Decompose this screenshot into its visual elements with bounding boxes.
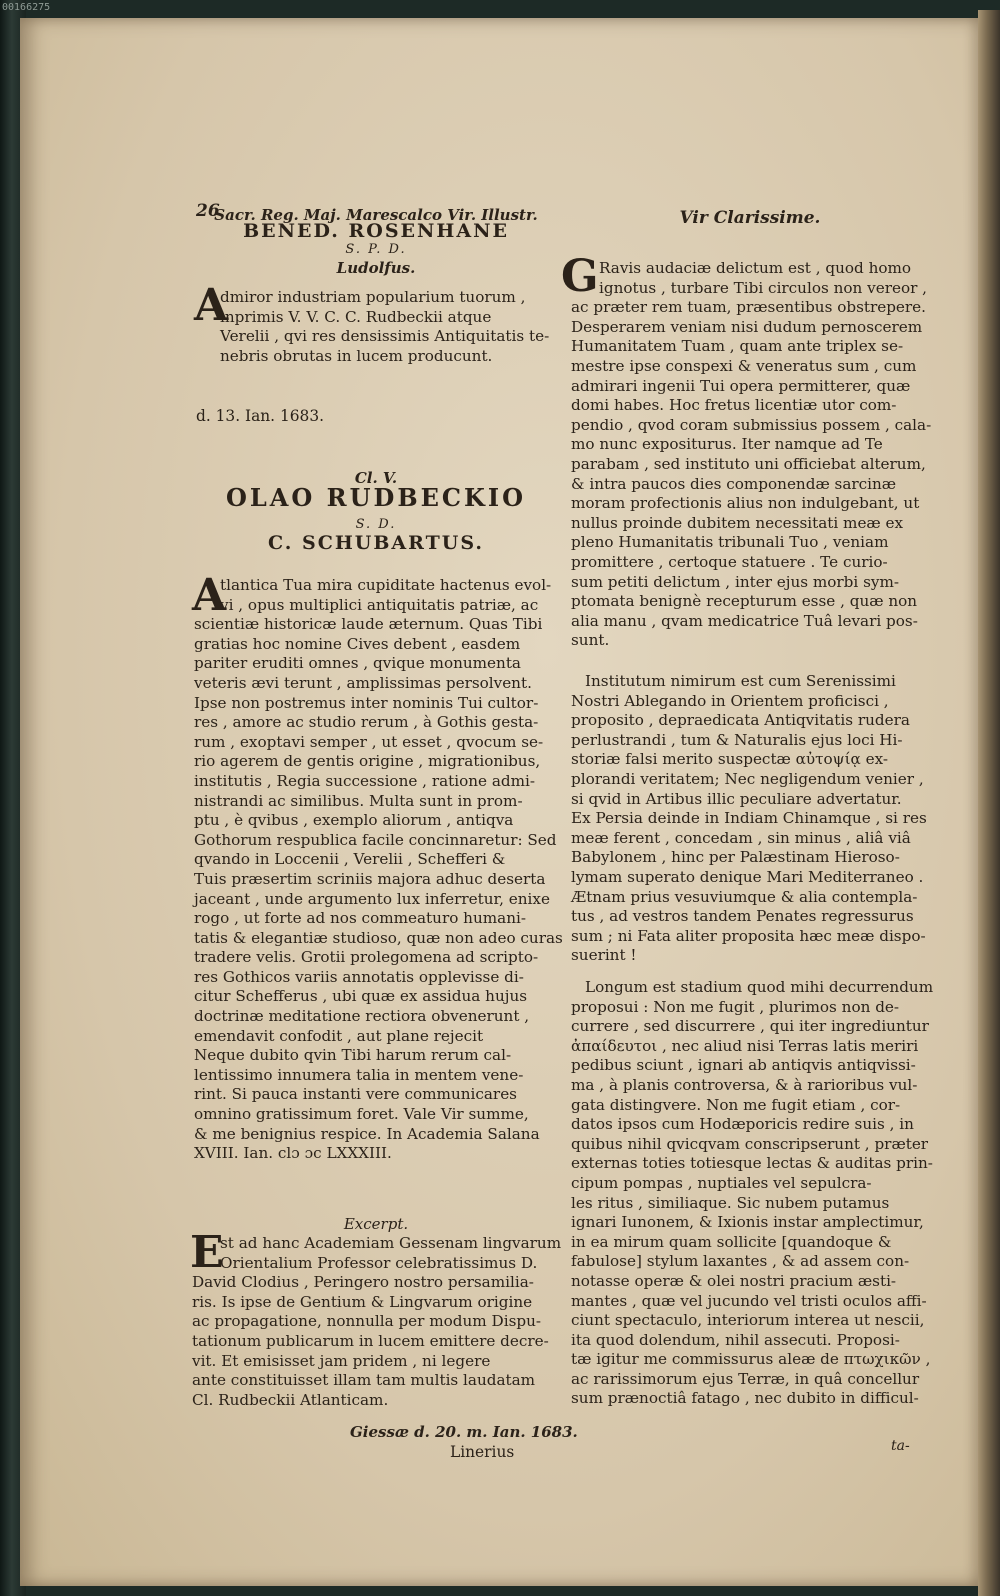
l2-line: veteris ævi terunt , amplissimas persolvent.: [194, 673, 532, 692]
letter1-dropcap: A: [194, 280, 229, 331]
ex-line: ante constituisset illam tam multis laudatam: [192, 1371, 536, 1390]
heading2-line4: C. SCHUBARTUS.: [267, 532, 484, 554]
l2-line: tlantica Tua mira cupiditate hactenus evol-: [220, 576, 552, 594]
ex-line: st ad hanc Academiam Gessenam lingvarum: [220, 1234, 562, 1252]
ex-line: Orientalium Professor celebratissimus D.: [220, 1253, 538, 1272]
scan-label: 00166275: [2, 2, 51, 13]
r1-line: parabam , sed instituto uni officiebat alterum,: [571, 454, 926, 473]
r1-line: Desperarem veniam nisi dudum pernoscerem: [571, 317, 923, 336]
l2-line: & me benignius respice. In Academia Salana: [194, 1124, 540, 1143]
r1-line: domi habes. Hoc fretus licentiæ utor com-: [571, 396, 897, 415]
r2-line: Ex Persia deinde in Indiam Chinamque , si res: [571, 809, 927, 828]
l2-line: nistrandi ac similibus. Multa sunt in prom-: [194, 791, 523, 810]
l1-line: dmiror industriam popularium tuorum ,: [220, 288, 526, 306]
l2-line: omnino gratissimum foret. Vale Vir summe,: [194, 1105, 529, 1124]
l2-line: ptu , è qvibus , exemplo aliorum , antiqva: [194, 811, 514, 830]
book-page: [20, 18, 978, 1586]
right-para3: [571, 978, 933, 1409]
r2-line: proposito , depraedicata Antiqvitatis rudera: [571, 711, 910, 730]
right-para1: [571, 259, 931, 651]
ex-line: tationum publicarum in lucem emittere decre-: [192, 1331, 549, 1350]
heading1-line4: Ludolfus.: [336, 259, 416, 277]
l2-line: doctrinæ meditatione rectiora obvenerunt ,: [194, 1007, 530, 1026]
r1-line: pendio , qvod coram submissius possem , cala-: [571, 415, 932, 434]
r1-line: sunt.: [571, 631, 610, 650]
r2-line: Nostri Ablegando in Orientem proficisci ,: [571, 691, 889, 710]
r3-line: Longum est stadium quod mihi decurrendum: [585, 978, 934, 996]
excerpt-dropcap: E: [190, 1227, 224, 1278]
l2-line: res , amore ac studio rerum , à Gothis gesta-: [194, 713, 539, 732]
r3-line: ignari Iunonem, & Ixionis instar amplectimur,: [571, 1213, 924, 1232]
right-dropcap: G: [561, 251, 599, 302]
r3-line: notasse operæ & olei nostri pracium æsti-: [571, 1271, 897, 1290]
r1-line: nullus proinde dubitem necessitati meæ ex: [571, 513, 904, 532]
heading1-line2: BENED. ROSENHANE: [243, 220, 509, 242]
r3-line: gata distingvere. Non me fugit etiam , cor-: [571, 1095, 901, 1114]
l2-line: vi , opus multiplici antiquitatis patriæ, ac: [220, 595, 539, 614]
r3-line: sum prænoctiâ fatago , nec dubito in difficul-: [571, 1389, 919, 1408]
l2-line: jaceant , unde argumento lux inferretur, enixe: [194, 889, 550, 908]
r2-line: tus , ad vestros tandem Penates regressurus: [571, 907, 914, 926]
l2-line: rio agerem de gentis origine , migrationibus,: [194, 752, 541, 771]
r1-line: Ravis audaciæ delictum est , quod homo: [599, 259, 912, 277]
r1-line: alia manu , qvam medicatrice Tuâ levari pos-: [571, 611, 918, 630]
r3-line: tæ igitur me commissurus aleæ de πτωχικῶν ,: [571, 1350, 931, 1369]
r3-line: ciunt spectaculo, interiorum interea ut nescii,: [571, 1311, 925, 1330]
r3-line: in ea mirum quam sollicite [quandoque &: [571, 1232, 892, 1251]
r3-line: currere , sed discurrere , qui iter ingrediuntur: [571, 1017, 929, 1036]
excerpt-body: [192, 1234, 561, 1410]
r1-line: mestre ipse conspexi & veneratus sum , cum: [571, 356, 917, 375]
r3-line: quibus nihil qvicqvam conscripserunt , præter: [571, 1134, 929, 1153]
r1-line: ac præter rem tuam, præsentibus obstrepere.: [571, 298, 927, 317]
excerpt-signature: Linerius: [450, 1443, 515, 1461]
r3-line: ac rarissimorum ejus Terræ, in quâ concellur: [571, 1369, 920, 1388]
r1-line: sum petiti delictum , inter ejus morbi sym-: [571, 572, 899, 591]
r2-line: Babylonem , hinc per Palæstinam Hieroso-: [571, 848, 900, 867]
l2-line: rum , exoptavi semper , ut esset , qvocum se-: [194, 732, 544, 751]
letter2-dropcap: A: [192, 570, 227, 621]
l2-line: rogo , ut forte ad nos commeaturo humani-: [194, 909, 526, 928]
r1-line: pleno Humanitatis tribunali Tuo , veniam: [571, 533, 889, 552]
l1-line: nebris obrutas in lucem producunt.: [220, 346, 493, 365]
ex-line: ris. Is ipse de Gentium & Lingvarum origine: [192, 1292, 533, 1311]
r1-line: ignotus , turbare Tibi circulos non vereor ,: [599, 278, 927, 297]
l2-line: tatis & elegantiæ studioso, quæ non adeo curas: [194, 928, 563, 947]
r2-line: plorandi veritatem; Nec negligendum venier ,: [571, 769, 924, 788]
l2-line: Neque dubito qvin Tibi harum rerum cal-: [194, 1046, 512, 1065]
l1-line: inprimis V. V. C. C. Rudbeckii atque: [220, 307, 492, 326]
l1-line: Verelii , qvi res densissimis Antiquitatis te-: [220, 327, 550, 346]
l2-line: rint. Si pauca instanti vere communicares: [194, 1085, 517, 1104]
r3-line: proposui : Non me fugit , plurimos non de-: [571, 997, 900, 1016]
r2-line: sum ; ni Fata aliter proposita hæc meæ dispo-: [571, 926, 926, 945]
ex-line: ac propagatione, nonnulla per modum Dispu-: [192, 1312, 542, 1331]
ex-line: Cl. Rudbeckii Atlanticam.: [192, 1390, 389, 1409]
heading2-line1: Cl. V.: [354, 469, 398, 487]
r2-line: Ætnam prius vesuviumque & alia contempla-: [571, 887, 918, 906]
l2-line: emendavit confodit , aut plane rejecit: [194, 1026, 484, 1045]
r1-line: ptomata benignè recepturum esse , quæ non: [571, 592, 918, 611]
l2-line: XVIII. Ian. clɔ ɔc LXXXIII.: [194, 1144, 392, 1163]
right-para2: [571, 672, 927, 966]
l2-line: lentissimo innumera talia in mentem vene-: [194, 1065, 524, 1084]
letter1-date: d. 13. Ian. 1683.: [196, 407, 325, 425]
r1-line: admirari ingenii Tui opera permitterer, quæ: [571, 376, 911, 395]
r2-line: storiæ falsi merito suspectæ αὐτοψίᾳ ex-: [571, 750, 889, 769]
l2-line: scientiæ historicæ laude æternum. Quas Tibi: [194, 615, 543, 634]
heading1-line1: Sacr. Reg. Maj. Marescalco Vir. Illustr.: [214, 206, 538, 224]
r3-line: externas toties totiesque lectas & auditas prin-: [571, 1154, 933, 1173]
letter2-body: [192, 570, 563, 1164]
r3-line: cipum pompas , nuptiales vel sepulcra-: [571, 1173, 872, 1192]
r3-line: ma , à planis controversa, & à rarioribus vul-: [571, 1075, 918, 1094]
r1-line: promittere , certoque statuere . Te curio-: [571, 552, 888, 571]
ex-line: vit. Et emisisset jam pridem , ni legere: [192, 1351, 491, 1370]
page-number: 26: [196, 201, 220, 221]
letter-salutation: Vir Clarissime.: [679, 208, 821, 228]
heading1-line3: S. P. D.: [345, 242, 407, 257]
l2-line: Ipse non postremus inter nominis Tui cultor-: [194, 693, 539, 712]
r2-line: lymam superato denique Mari Mediterraneo .: [571, 867, 924, 886]
r1-line: Humanitatem Tuam , quam ante triplex se-: [571, 337, 904, 356]
r3-line: ἀπαίδευτοι , nec aliud nisi Terras latis meriri: [571, 1036, 919, 1055]
r2-line: meæ ferent , concedam , sin minus , aliâ viâ: [571, 828, 911, 847]
l2-line: tradere velis. Grotii prolegomena ad scripto-: [194, 948, 539, 967]
r1-line: & intra paucos dies componendæ sarcinæ: [571, 474, 897, 493]
l2-line: qvando in Loccenii , Verelii , Schefferi &: [194, 850, 506, 869]
r1-line: mo nunc expositurus. Iter namque ad Te: [571, 435, 883, 454]
catchword: ta-: [891, 1438, 910, 1454]
heading2-line3: S. D.: [355, 517, 397, 532]
l2-line: institutis , Regia successione , ratione admi-: [194, 771, 535, 790]
excerpt-title: Excerpt.: [343, 1215, 409, 1233]
page-edge: [978, 10, 1000, 1596]
r3-line: fabulose] stylum laxantes , & ad assem con-: [571, 1252, 910, 1271]
l2-line: Gothorum respublica facile concinnaretur: Sed: [194, 830, 557, 849]
r3-line: ita quod dolendum, nihil assecuti. Proposi-: [571, 1330, 900, 1349]
r1-line: moram profectionis alius non indulgebant, ut: [571, 494, 920, 513]
heading2-line2: OLAO RUDBECKIO: [225, 483, 527, 512]
l2-line: res Gothicos variis annotatis opplevisse di-: [194, 967, 524, 986]
r3-line: pedibus sciunt , ignari ab antiqvis antiqvissi-: [571, 1056, 916, 1075]
r3-line: mantes , quæ vel jucundo vel tristi oculos affi-: [571, 1291, 927, 1310]
excerpt-place-date: Giessæ d. 20. m. Ian. 1683.: [350, 1423, 578, 1441]
letter1-body: [220, 288, 549, 366]
l2-line: citur Schefferus , ubi quæ ex assidua hujus: [194, 987, 528, 1006]
l2-line: Tuis præsertim scriniis majora adhuc deserta: [194, 869, 546, 888]
r3-line: datos ipsos cum Hodæporicis redire suis , in: [571, 1115, 914, 1134]
r2-line: si qvid in Artibus illic peculiare advertatur.: [571, 789, 902, 808]
r2-line: Institutum nimirum est cum Serenissimi: [585, 672, 896, 690]
l2-line: gratias hoc nomine Cives debent , easdem: [194, 634, 521, 653]
ex-line: David Clodius , Peringero nostro persamilia-: [192, 1273, 534, 1292]
r2-line: suerint !: [571, 946, 637, 965]
l2-line: pariter eruditi omnes , qvique monumenta: [194, 654, 521, 673]
r3-line: les ritus , similiaque. Sic nubem putamus: [571, 1193, 890, 1212]
r2-line: perlustrandi , tum & Naturalis ejus loci Hi-: [571, 730, 903, 749]
